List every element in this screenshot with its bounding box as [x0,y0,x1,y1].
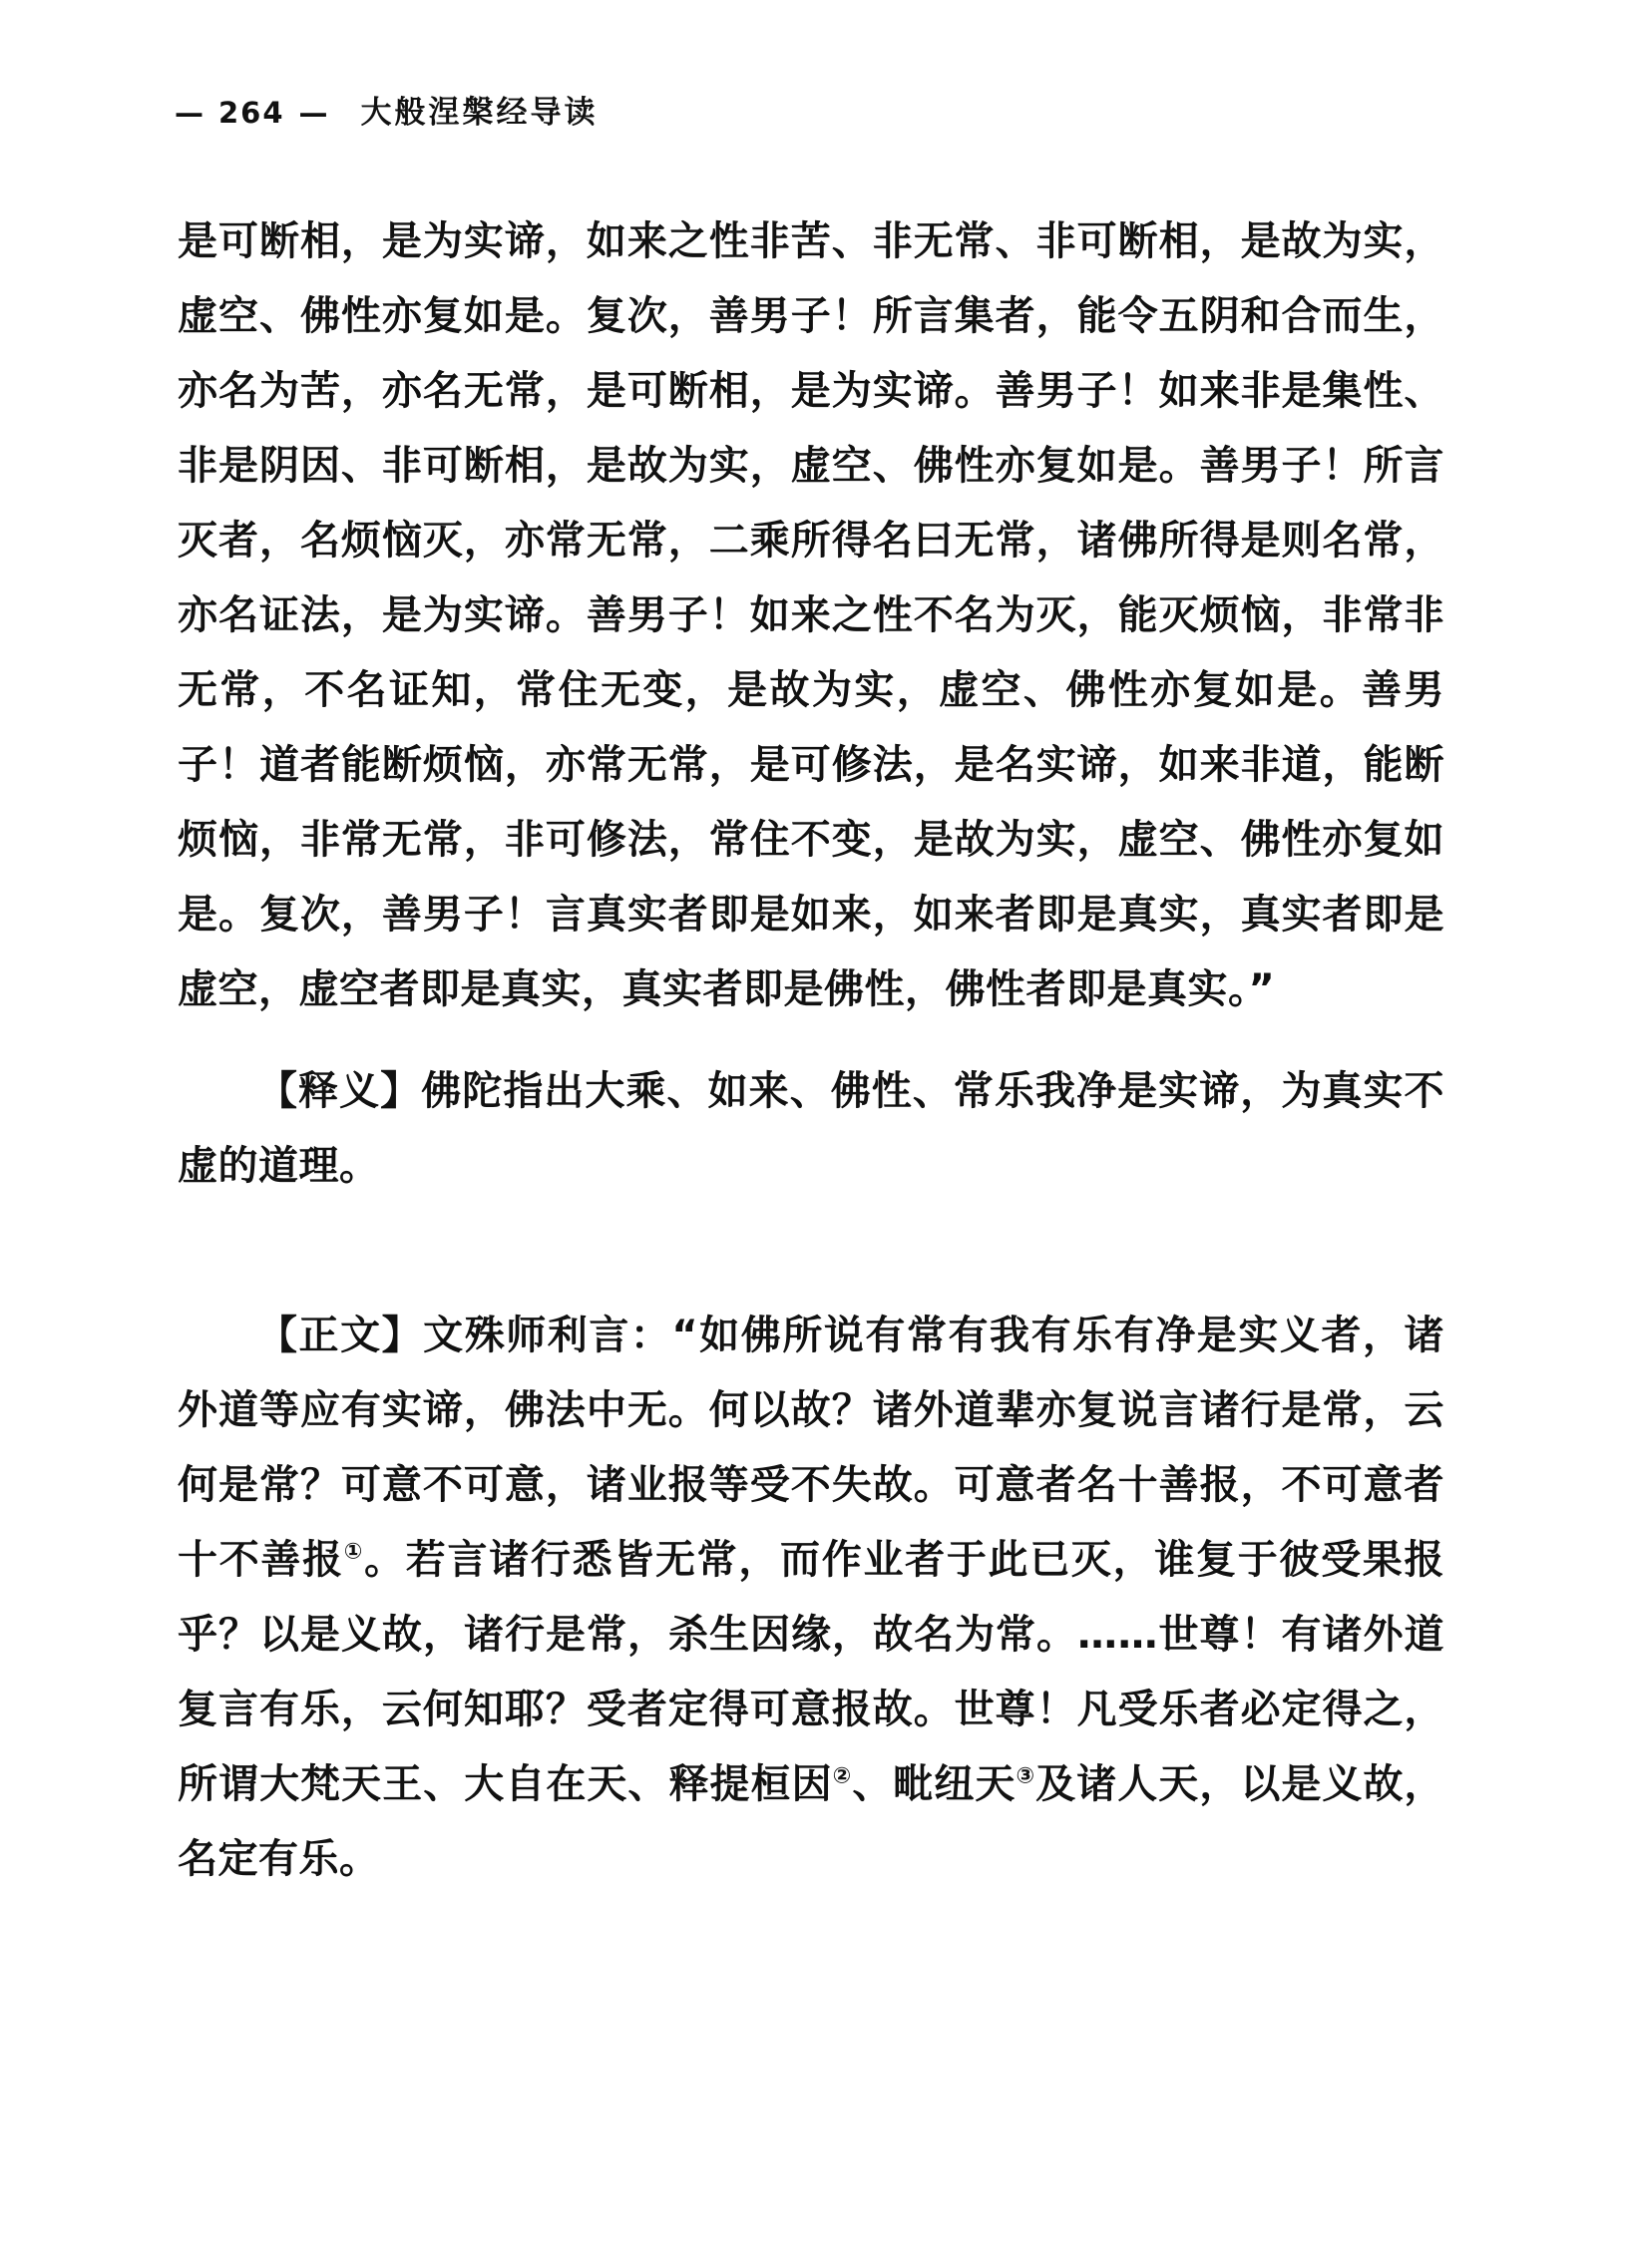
main-text-paragraph [178,1299,1444,1897]
commentary-paragraph [178,1053,1444,1203]
commentary-text: 佛陀指出大乘、如来、佛性、常乐我净是实谛，为真实不虚的道理。 [178,1067,1445,1189]
spacer-large [178,1203,1444,1299]
header-dash-left: — [175,96,204,130]
main-text-part-4: 及诸人天，以是义故，名定有乐。 [178,1761,1445,1882]
spacer [178,1027,1444,1053]
header-dash-right: — [298,96,329,130]
footnote-marker-1: ① [343,1539,365,1565]
commentary-label: 【释义】 [257,1067,422,1114]
main-text-part-2: 。若言诸行悉皆无常，而作业者于此已灭，谁复于彼受果报乎？以是义故，诸行是常，杀生因缘，故名为常。……世尊！有诸外道复言有乐，云何知耶？受者定得可意报故。世尊！凡受乐者必定得之，所谓大梵天王、大自在天、释提桓因 [178,1537,1444,1807]
main-text-part-3: 、毗纽天 [852,1761,1017,1807]
main-text-part-1: 文殊师利言：“如佛所说有常有我有乐有净是实义者，诸外道等应有实谛，佛法中无。何以故？诸外道辈亦复说言诸行是常，云何是常？可意不可意，诸业报等受不失故。可意者名十善报，不可意者十不善报 [178,1313,1444,1583]
book-title: 大般涅槃经导读 [360,95,599,131]
footnote-marker-3: ③ [1016,1763,1036,1789]
page-header [175,95,599,131]
page-number: 264 [218,96,285,130]
page-body [178,204,1444,1897]
footnote-marker-2: ② [832,1763,853,1789]
sutra-paragraph: 是可断相，是为实谛，如来之性非苦、非无常、非可断相，是故为实，虚空、佛性亦复如是。复次，善男子！所言集者，能令五阴和合而生，亦名为苦，亦名无常，是可断相，是为实谛。善男子！如来非是集性、非是阴因、非可断相，是故为实，虚空、佛性亦复如是。善男子！所言灭者，名烦恼灭，亦常无常，二乘所得名曰无常，诸佛所得是则名常，亦名证法，是为实谛。善男子！如来之性不名为灭，能灭烦恼，非常非无常，不名证知，常住无变，是故为实，虚空、佛性亦复如是。善男子！道者能断烦恼，亦常无常，是可修法，是名实谛，如来非道，能断烦恼，非常无常，非可修法，常住不变，是故为实，虚空、佛性亦复如是。复次，善男子！言真实者即是如来，如来者即是真实，真实者即是虚空，虚空者即是真实，真实者即是佛性，佛性者即是真实。” [178,218,1444,1012]
main-text-label: 【正文】 [257,1313,424,1358]
